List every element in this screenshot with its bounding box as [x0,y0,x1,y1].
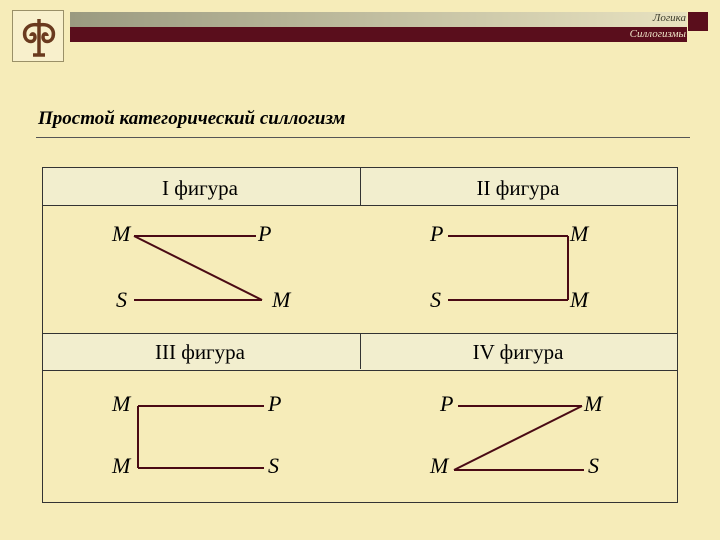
figure-1-diagonal-line [134,236,262,300]
figure-4-term-top-left: P [440,391,454,416]
figure-1-heading: I фигура [161,176,239,200]
header-subject: Логика [652,12,686,24]
figure-1-term-top-left: M [112,221,131,246]
figure-3-term-top-right: P [268,391,282,416]
header-section: Силлогизмы [629,28,686,40]
figure-2-term-bottom-left: S [430,287,441,312]
figure-4-term-bottom-right: S [588,453,599,478]
figure-1-term-bottom-left: S [116,287,127,312]
figure-4-term-bottom-left: M [430,453,449,478]
figure-3-heading: III фигура [154,340,245,364]
figure-4-diagonal-line [454,406,582,470]
figure-1-term-bottom-right: M [272,287,291,312]
figure-3-term-bottom-right: S [268,453,279,478]
figure-3-term-top-left: M [112,391,131,416]
figure-2-term-top-left: P [430,221,444,246]
figure-2-term-top-right: M [570,221,589,246]
figure-2-term-bottom-right: M [570,287,589,312]
figure-1-term-top-right: P [258,221,272,246]
figure-3-term-bottom-left: M [112,453,131,478]
figure-2-heading: II фигура [476,176,560,200]
figure-4-term-top-right: M [584,391,603,416]
page-title: Простой категорический силлогизм [38,108,346,129]
figure-4-heading: IV фигура [472,340,564,364]
